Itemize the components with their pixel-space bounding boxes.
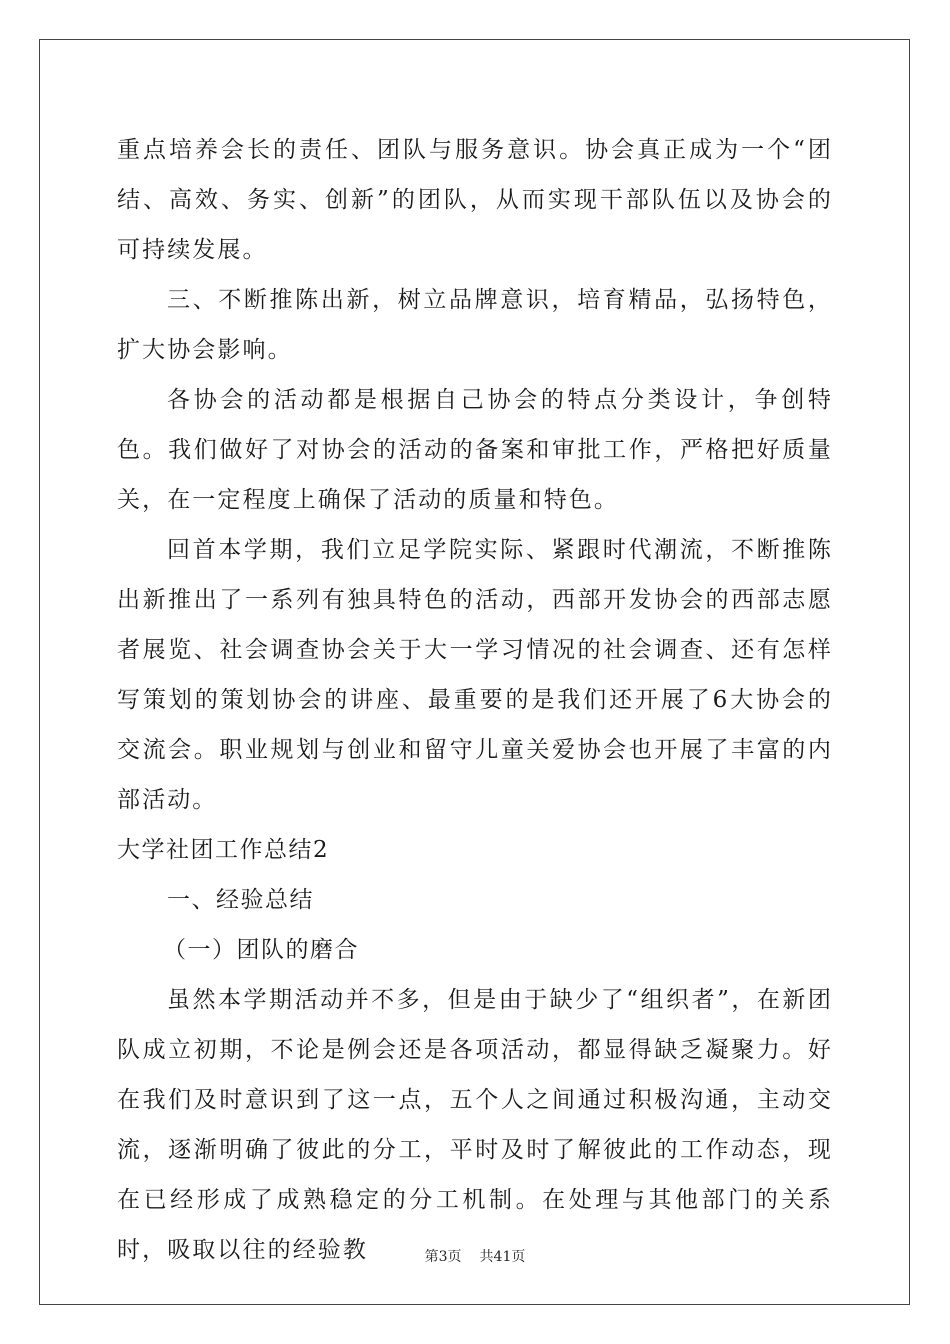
subheading-experience: 一、经验总结 (167, 887, 314, 913)
page-footer (0, 1247, 950, 1267)
section-title: 大学社团工作总结2 (117, 837, 330, 863)
page-total: 共41页 (479, 1249, 526, 1265)
page-number: 第3页 (424, 1249, 462, 1265)
paragraph-continuation: 重点培养会长的责任、团队与服务意识。协会真正成为一个“团结、高效、务实、创新”的团队，从而实现干部队伍以及协会的可持续发展。 (117, 137, 833, 263)
subheading-team: （一）团队的磨合 (163, 937, 359, 963)
paragraph-team-body: 虽然本学期活动并不多，但是由于缺少了“组织者”，在新团队成立初期，不论是例会还是各项活动，都显得缺乏凝聚力。好在我们及时意识到了这一点，五个人之间通过积极沟通，主动交流，逐渐明确了彼此的分工，平时及时了解彼此的工作动态，现在已经形成了成熟稳定的分工机制。在处理与其他部门的关系时，吸取以往的经验教 (117, 987, 833, 1263)
paragraph-section-three: 三、不断推陈出新，树立品牌意识，培育精品，弘扬特色，扩大协会影响。 (117, 287, 833, 363)
document-body (117, 125, 833, 1275)
paragraph-activities: 各协会的活动都是根据自己协会的特点分类设计，争创特色。我们做好了对协会的活动的备案和审批工作，严格把好质量关，在一定程度上确保了活动的质量和特色。 (117, 387, 833, 513)
paragraph-review: 回首本学期，我们立足学院实际、紧跟时代潮流，不断推陈出新推出了一系列有独具特色的活动，西部开发协会的西部志愿者展览、社会调查协会关于大一学习情况的社会调查、还有怎样写策划的策划协会的讲座、最重要的是我们还开展了6大协会的交流会。职业规划与创业和留守儿童关爱协会也开展了丰富的内部活动。 (117, 537, 833, 813)
